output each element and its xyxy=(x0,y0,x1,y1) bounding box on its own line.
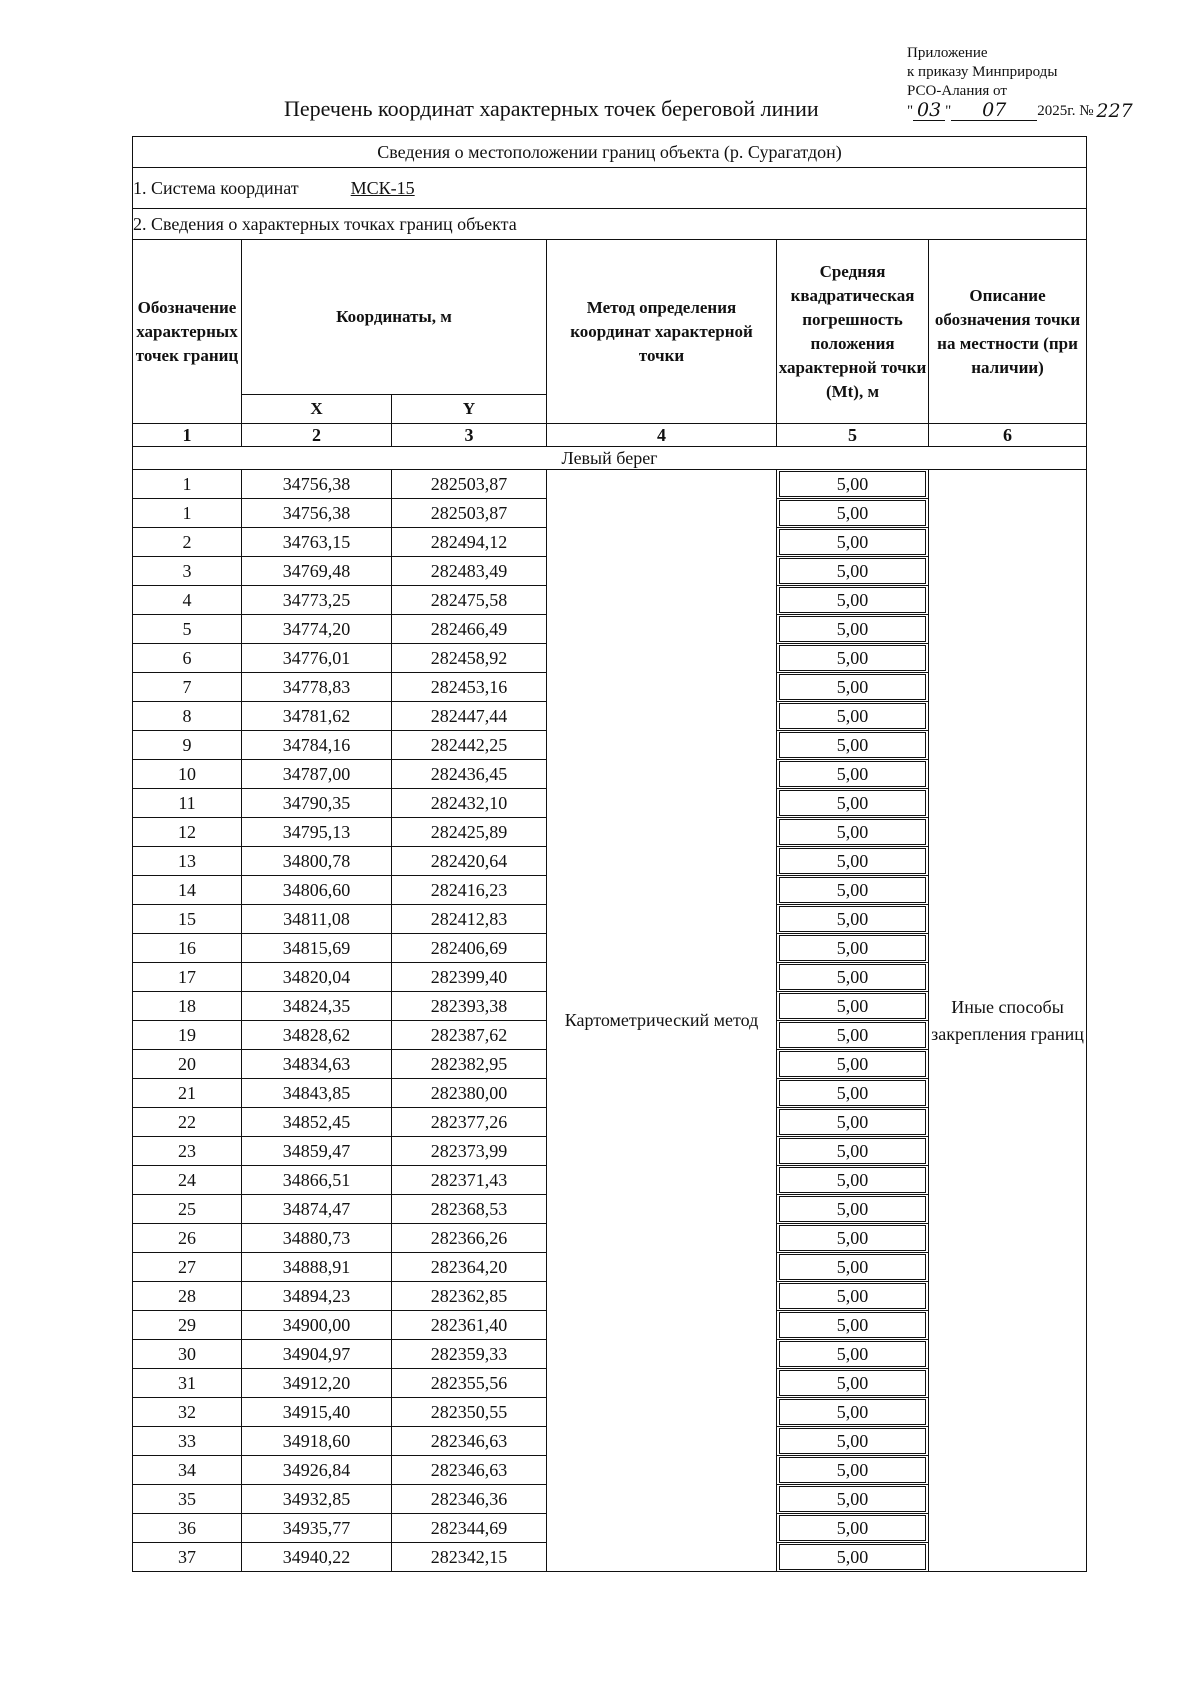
mt-value: 5,00 xyxy=(779,906,926,932)
point-id: 4 xyxy=(133,586,242,615)
mt-cell xyxy=(777,1253,929,1282)
coordinate-system-value: МСК-15 xyxy=(350,177,415,198)
point-id: 10 xyxy=(133,760,242,789)
coord-y: 282503,87 xyxy=(392,470,547,499)
mt-cell xyxy=(777,905,929,934)
approval-line-1: Приложение xyxy=(907,45,988,61)
coord-x: 34778,83 xyxy=(242,673,392,702)
coord-x: 34800,78 xyxy=(242,847,392,876)
mt-cell xyxy=(777,789,929,818)
point-id: 24 xyxy=(133,1166,242,1195)
point-id: 23 xyxy=(133,1137,242,1166)
mt-value: 5,00 xyxy=(779,616,926,642)
point-id: 14 xyxy=(133,876,242,905)
point-id: 11 xyxy=(133,789,242,818)
mt-cell xyxy=(777,1369,929,1398)
coord-x: 34806,60 xyxy=(242,876,392,905)
coord-y: 282368,53 xyxy=(392,1195,547,1224)
point-id: 36 xyxy=(133,1514,242,1543)
header-coordinates: Координаты, м xyxy=(242,240,547,395)
mt-cell xyxy=(777,644,929,673)
mt-cell xyxy=(777,963,929,992)
coord-y: 282346,63 xyxy=(392,1456,547,1485)
mt-value: 5,00 xyxy=(779,1080,926,1106)
approval-line-2: к приказу Минприроды xyxy=(907,64,1058,80)
mt-value: 5,00 xyxy=(779,1515,926,1541)
mt-cell xyxy=(777,1166,929,1195)
point-id: 27 xyxy=(133,1253,242,1282)
coord-x: 34820,04 xyxy=(242,963,392,992)
col-number-5: 5 xyxy=(777,424,929,447)
coord-y: 282412,83 xyxy=(392,905,547,934)
coord-y: 282458,92 xyxy=(392,644,547,673)
mt-value: 5,00 xyxy=(779,1399,926,1425)
mt-cell xyxy=(777,847,929,876)
mt-cell xyxy=(777,1137,929,1166)
point-id: 1 xyxy=(133,499,242,528)
mt-value: 5,00 xyxy=(779,819,926,845)
points-info-row xyxy=(133,209,1087,240)
header-description: Описание обозначения точки на местности (при наличии) xyxy=(929,240,1087,424)
mt-cell xyxy=(777,992,929,1021)
mt-value: 5,00 xyxy=(779,935,926,961)
mt-value: 5,00 xyxy=(779,1109,926,1135)
mt-value: 5,00 xyxy=(779,993,926,1019)
coord-x: 34880,73 xyxy=(242,1224,392,1253)
mt-cell xyxy=(777,528,929,557)
mt-cell xyxy=(777,702,929,731)
handwritten-month: 07 xyxy=(951,101,1037,121)
coord-x: 34815,69 xyxy=(242,934,392,963)
mt-cell xyxy=(777,1021,929,1050)
point-id: 34 xyxy=(133,1456,242,1485)
mt-value: 5,00 xyxy=(779,1254,926,1280)
mt-cell xyxy=(777,673,929,702)
mt-value: 5,00 xyxy=(779,500,926,526)
point-id: 19 xyxy=(133,1021,242,1050)
handwritten-number: 227 xyxy=(1096,100,1133,122)
mt-cell xyxy=(777,615,929,644)
point-id: 21 xyxy=(133,1079,242,1108)
mt-cell xyxy=(777,731,929,760)
coord-x: 34926,84 xyxy=(242,1456,392,1485)
mt-cell xyxy=(777,876,929,905)
mt-value: 5,00 xyxy=(779,558,926,584)
point-id: 9 xyxy=(133,731,242,760)
mt-value: 5,00 xyxy=(779,1312,926,1338)
point-id: 20 xyxy=(133,1050,242,1079)
coord-y: 282344,69 xyxy=(392,1514,547,1543)
mt-value: 5,00 xyxy=(779,1167,926,1193)
document-title: Перечень координат характерных точек береговой линии xyxy=(284,96,819,121)
col-number-4: 4 xyxy=(547,424,777,447)
coord-y: 282442,25 xyxy=(392,731,547,760)
mt-value: 5,00 xyxy=(779,645,926,671)
approval-line-3: РСО-Алания от xyxy=(907,83,1007,99)
mt-value: 5,00 xyxy=(779,964,926,990)
bank-row xyxy=(133,447,1087,470)
coord-x: 34940,22 xyxy=(242,1543,392,1572)
coord-y: 282359,33 xyxy=(392,1340,547,1369)
coord-x: 34894,23 xyxy=(242,1282,392,1311)
mt-cell xyxy=(777,818,929,847)
coord-y: 282494,12 xyxy=(392,528,547,557)
col-number-1: 1 xyxy=(133,424,242,447)
coord-x: 34763,15 xyxy=(242,528,392,557)
mt-value: 5,00 xyxy=(779,1225,926,1251)
mt-value: 5,00 xyxy=(779,674,926,700)
mt-cell xyxy=(777,1108,929,1137)
coord-x: 34824,35 xyxy=(242,992,392,1021)
handwritten-day: 03 xyxy=(913,101,945,121)
mt-cell xyxy=(777,1079,929,1108)
description-cell: Иные способы закрепления границ xyxy=(929,470,1087,1572)
coord-y: 282416,23 xyxy=(392,876,547,905)
header-row xyxy=(133,240,1087,395)
point-id: 17 xyxy=(133,963,242,992)
coord-x: 34888,91 xyxy=(242,1253,392,1282)
header-method: Метод определения координат характерной точки xyxy=(547,240,777,424)
mt-value: 5,00 xyxy=(779,1051,926,1077)
coord-x: 34915,40 xyxy=(242,1398,392,1427)
point-id: 8 xyxy=(133,702,242,731)
point-id: 13 xyxy=(133,847,242,876)
coord-y: 282406,69 xyxy=(392,934,547,963)
coord-y: 282432,10 xyxy=(392,789,547,818)
point-id: 18 xyxy=(133,992,242,1021)
header-designation: Обозначение характерных точек границ xyxy=(133,240,242,424)
coord-y: 282362,85 xyxy=(392,1282,547,1311)
mt-cell xyxy=(777,934,929,963)
coord-y: 282371,43 xyxy=(392,1166,547,1195)
mt-cell xyxy=(777,1456,929,1485)
coord-y: 282364,20 xyxy=(392,1253,547,1282)
header-x: X xyxy=(242,395,392,424)
point-id: 30 xyxy=(133,1340,242,1369)
coord-x: 34866,51 xyxy=(242,1166,392,1195)
coord-y: 282346,36 xyxy=(392,1485,547,1514)
coord-x: 34790,35 xyxy=(242,789,392,818)
mt-cell xyxy=(777,1282,929,1311)
approval-date-line xyxy=(907,101,1167,121)
point-id: 29 xyxy=(133,1311,242,1340)
coord-x: 34834,63 xyxy=(242,1050,392,1079)
point-id: 37 xyxy=(133,1543,242,1572)
coord-y: 282447,44 xyxy=(392,702,547,731)
coord-x: 34787,00 xyxy=(242,760,392,789)
coord-y: 282483,49 xyxy=(392,557,547,586)
mt-cell xyxy=(777,1195,929,1224)
coord-x: 34935,77 xyxy=(242,1514,392,1543)
coord-x: 34859,47 xyxy=(242,1137,392,1166)
coord-x: 34932,85 xyxy=(242,1485,392,1514)
year-text: 2025г. № xyxy=(1037,103,1094,119)
coordinate-system-label: 1. Система координат xyxy=(133,177,299,198)
coord-x: 34828,62 xyxy=(242,1021,392,1050)
point-id: 31 xyxy=(133,1369,242,1398)
mt-value: 5,00 xyxy=(779,529,926,555)
coord-y: 282350,55 xyxy=(392,1398,547,1427)
coord-x: 34918,60 xyxy=(242,1427,392,1456)
coord-y: 282399,40 xyxy=(392,963,547,992)
mt-value: 5,00 xyxy=(779,848,926,874)
header-error: Средняя квадратическая погрешность положения характерной точки (Mt), м xyxy=(777,240,929,424)
coord-x: 34756,38 xyxy=(242,470,392,499)
point-id: 25 xyxy=(133,1195,242,1224)
coord-y: 282355,56 xyxy=(392,1369,547,1398)
coord-y: 282503,87 xyxy=(392,499,547,528)
table-row xyxy=(133,470,1087,499)
quote-close: " xyxy=(945,103,952,119)
coord-y: 282475,58 xyxy=(392,586,547,615)
coord-x: 34811,08 xyxy=(242,905,392,934)
coord-y: 282361,40 xyxy=(392,1311,547,1340)
point-id: 2 xyxy=(133,528,242,557)
mt-cell xyxy=(777,499,929,528)
col-number-6: 6 xyxy=(929,424,1087,447)
coord-x: 34769,48 xyxy=(242,557,392,586)
mt-value: 5,00 xyxy=(779,1428,926,1454)
mt-cell xyxy=(777,586,929,615)
point-id: 12 xyxy=(133,818,242,847)
col-number-3: 3 xyxy=(392,424,547,447)
coord-y: 282393,38 xyxy=(392,992,547,1021)
mt-value: 5,00 xyxy=(779,471,926,497)
coord-x: 34774,20 xyxy=(242,615,392,644)
point-id: 7 xyxy=(133,673,242,702)
coord-x: 34843,85 xyxy=(242,1079,392,1108)
point-id: 16 xyxy=(133,934,242,963)
point-id: 15 xyxy=(133,905,242,934)
coord-y: 282346,63 xyxy=(392,1427,547,1456)
coord-y: 282373,99 xyxy=(392,1137,547,1166)
column-numbers-row xyxy=(133,424,1087,447)
coord-x: 34874,47 xyxy=(242,1195,392,1224)
coord-x: 34784,16 xyxy=(242,731,392,760)
mt-value: 5,00 xyxy=(779,1283,926,1309)
mt-value: 5,00 xyxy=(779,1022,926,1048)
mt-value: 5,00 xyxy=(779,1370,926,1396)
coord-x: 34781,62 xyxy=(242,702,392,731)
coord-y: 282425,89 xyxy=(392,818,547,847)
coord-x: 34795,13 xyxy=(242,818,392,847)
coord-x: 34756,38 xyxy=(242,499,392,528)
mt-value: 5,00 xyxy=(779,761,926,787)
mt-value: 5,00 xyxy=(779,1486,926,1512)
mt-value: 5,00 xyxy=(779,703,926,729)
coordinate-system-row xyxy=(133,168,1087,209)
coordinates-table xyxy=(132,136,1087,1572)
header-y: Y xyxy=(392,395,547,424)
col-number-2: 2 xyxy=(242,424,392,447)
mt-value: 5,00 xyxy=(779,1544,926,1570)
mt-value: 5,00 xyxy=(779,790,926,816)
coord-x: 34852,45 xyxy=(242,1108,392,1137)
mt-value: 5,00 xyxy=(779,877,926,903)
point-id: 26 xyxy=(133,1224,242,1253)
mt-cell xyxy=(777,1514,929,1543)
approval-block xyxy=(907,44,1167,121)
mt-cell xyxy=(777,1224,929,1253)
coordinate-system-cell xyxy=(133,168,1087,209)
mt-cell xyxy=(777,1485,929,1514)
coord-x: 34912,20 xyxy=(242,1369,392,1398)
mt-cell xyxy=(777,1050,929,1079)
coord-y: 282387,62 xyxy=(392,1021,547,1050)
point-id: 32 xyxy=(133,1398,242,1427)
bank-label: Левый берег xyxy=(133,447,1087,470)
point-id: 1 xyxy=(133,470,242,499)
point-id: 3 xyxy=(133,557,242,586)
mt-cell xyxy=(777,1398,929,1427)
mt-cell xyxy=(777,557,929,586)
coord-x: 34904,97 xyxy=(242,1340,392,1369)
point-id: 6 xyxy=(133,644,242,673)
coord-x: 34900,00 xyxy=(242,1311,392,1340)
coord-y: 282380,00 xyxy=(392,1079,547,1108)
points-info-label: 2. Сведения о характерных точках границ объекта xyxy=(133,209,1087,240)
coord-x: 34773,25 xyxy=(242,586,392,615)
coord-y: 282377,26 xyxy=(392,1108,547,1137)
mt-value: 5,00 xyxy=(779,1138,926,1164)
mt-cell xyxy=(777,1311,929,1340)
point-id: 28 xyxy=(133,1282,242,1311)
mt-value: 5,00 xyxy=(779,1196,926,1222)
mt-cell xyxy=(777,1427,929,1456)
coord-y: 282466,49 xyxy=(392,615,547,644)
point-id: 33 xyxy=(133,1427,242,1456)
coord-y: 282420,64 xyxy=(392,847,547,876)
point-id: 5 xyxy=(133,615,242,644)
point-id: 35 xyxy=(133,1485,242,1514)
point-id: 22 xyxy=(133,1108,242,1137)
table-caption: Сведения о местоположении границ объекта (р. Сурагатдон) xyxy=(133,137,1087,168)
mt-cell xyxy=(777,760,929,789)
mt-cell xyxy=(777,1543,929,1572)
coord-y: 282453,16 xyxy=(392,673,547,702)
mt-value: 5,00 xyxy=(779,1457,926,1483)
mt-value: 5,00 xyxy=(779,1341,926,1367)
method-cell: Картометрический метод xyxy=(547,470,777,1572)
mt-value: 5,00 xyxy=(779,587,926,613)
coord-x: 34776,01 xyxy=(242,644,392,673)
mt-value: 5,00 xyxy=(779,732,926,758)
coord-y: 282366,26 xyxy=(392,1224,547,1253)
caption-row xyxy=(133,137,1087,168)
coord-y: 282436,45 xyxy=(392,760,547,789)
quote-open: " xyxy=(907,103,914,119)
coord-y: 282342,15 xyxy=(392,1543,547,1572)
mt-cell xyxy=(777,470,929,499)
coord-y: 282382,95 xyxy=(392,1050,547,1079)
mt-cell xyxy=(777,1340,929,1369)
